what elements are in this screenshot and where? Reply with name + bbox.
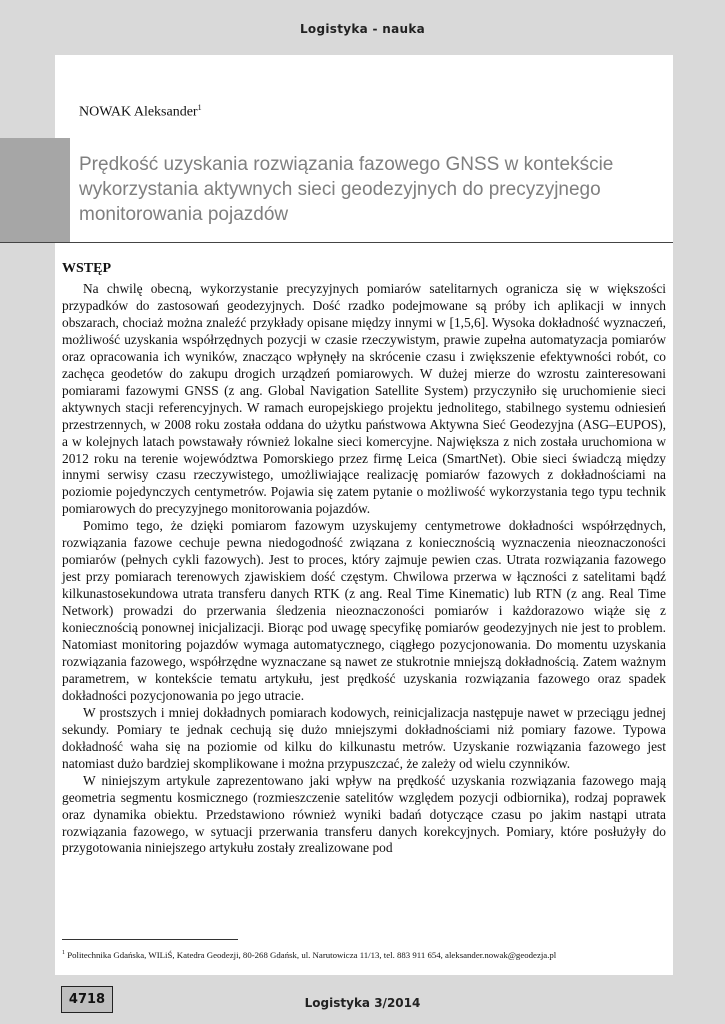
section-heading: WSTĘP: [62, 261, 112, 276]
footnote-text: Politechnika Gdańska, WILiŚ, Katedra Geodezji, 80-268 Gdańsk, ul. Narutowicza 11/13, tel. 883 911 654, aleksander.nowak@geodezja.pl: [67, 949, 557, 960]
journal-issue: Logistyka 3/2014: [304, 996, 421, 1010]
journal-section-header: Logistyka - nauka: [299, 22, 426, 36]
author-footnote-marker: 1: [197, 103, 202, 112]
footnote-marker: 1: [62, 950, 65, 956]
author-line: [79, 103, 202, 121]
paragraph: Na chwilę obecną, wykorzystanie precyzyjnych pomiarów satelitarnych ogranicza się w większości przypadków do zastosowań geodezyjnych. Dość rzadko podejmowane są próby ich aplikacji w innych obszarach, chociaż można znaleźć przykłady opisane między innymi w [1,5,6]. Wysoka dokładność wyznaczeń, możliwość uzyskania współrzędnych pozycji w czasie rzeczywistym, prawie zupełna automatyzacja pomiarów oraz opracowania ich wyników, znacząco wpłynęły na skrócenie czasu i zwiększenie efektywności robót, co zachęca geodetów do zakupu drogich urządzeń pomiarowych. W dużej mierze do wzrostu zainteresowani pomiarami fazowymi GNSS (z ang. Global Navigation Satellite System) przyczyniło się uruchomienie sieci aktywnych stacji referencyjnych. W ramach europejskiego projektu jednolitego, stabilnego systemu odniesień przestrzennych, w 2008 roku została oddana do użytku państwowa Aktywna Sieć Geodezyjna (ASG–EUPOS), a w kolejnych latach powstawały również lokalne sieci komercyjne. Największa z nich została uruchomiona w 2012 roku na terenie województwa Pomorskiego przez firmę Leica (SmartNet). Obie sieci świadczą między innymi serwisy czasu rzeczywistego, umożliwiające realizację pomiarów fazowych z dokładnościami na poziomie pojedynczych centymetrów. Pojawia się zatem pytanie o możliwość wykorzystania tego typu technik pomiarowych do precyzyjnego monitorowania pojazdów.: [62, 281, 666, 517]
article-title: Prędkość uzyskania rozwiązania fazowego GNSS w kontekście wykorzystania aktywnych sieci geodezyjnych do precyzyjnego monitorowania pojazdów: [79, 154, 614, 225]
article-page: [55, 55, 673, 975]
paragraph: Pomimo tego, że dzięki pomiarom fazowym uzyskujemy centymetrowe dokładności współrzędnych, rozwiązania fazowe cechuje pewna niedogodność związana z koniecznością wyznaczenia nieoznaczoności pomiarów (pełnych cykli fazowych). Jest to proces, który zajmuje pewien czas. Utrata rozwiązania fazowego jest przy pomiarach terenowych zjawiskiem dość częstym. Chwilowa przerwa w łączności z satelitami bądź kilkunastosekundowa utrata transferu danych RTK (z ang. Real Time Kinematic) lub RTN (z ang. Real Time Network) prowadzi do przerwania śledzenia nieoznaczoności pomiarów i każdorazowo wiąże się z koniecznością ponownej inicjalizacji. Biorąc pod uwagę specyfikę pomiarów geodezyjnych nie jest to problem. Natomiast monitoring pojazdów wymaga automatycznego, ciągłego pozycjonowania. Do momentu uzyskania rozwiązania fazowego, współrzędne wyznaczane są nawet ze stukrotnie mniejszą dokładnością. Zatem ważnym parametrem, w kontekście tematu artykułu, jest prędkość uzyskania rozwiązania fazowego oraz spadek dokładności pozycjonowania po jego utracie.: [62, 518, 666, 703]
author-name: NOWAK Aleksander: [79, 104, 198, 120]
footnote-divider: [62, 939, 238, 940]
page-number: 4718: [61, 986, 113, 1013]
paragraph: W niniejszym artykule zaprezentowano jaki wpływ na prędkość uzyskania rozwiązania fazowego mają geometria segmentu kosmicznego (rozmieszczenie satelitów względem pozycji odbiornika), rodzaj poprawek oraz dynamika obiektu. Przedstawiono również wyniki badań dotyczące czasu po jakim nastąpi utrata rozwiązania fazowego, w sytuacji przerwania transferu danych korekcyjnych. Pomiary, które posłużyły do przygotowania niniejszego artykułu zostały zrealizowane pod: [62, 772, 666, 856]
title-accent-bar: [0, 138, 70, 242]
footnote: [62, 948, 672, 961]
paragraph: W prostszych i mniej dokładnych pomiarach kodowych, reinicjalizacja następuje nawet w przeciągu jednej sekundy. Pomiary te jednak cechują się dużo mniejszymi dokładnościami niż pomiary fazowe. Typowa dokładność waha się na poziomie od kilku do kilkunastu metrów. Uzyskanie rozwiązania fazowego jest natomiast dużo bardziej skomplikowane i można przypuszczać, że zależy od wielu czynników.: [62, 704, 666, 771]
article-body: [62, 281, 666, 857]
title-block: [0, 138, 673, 243]
